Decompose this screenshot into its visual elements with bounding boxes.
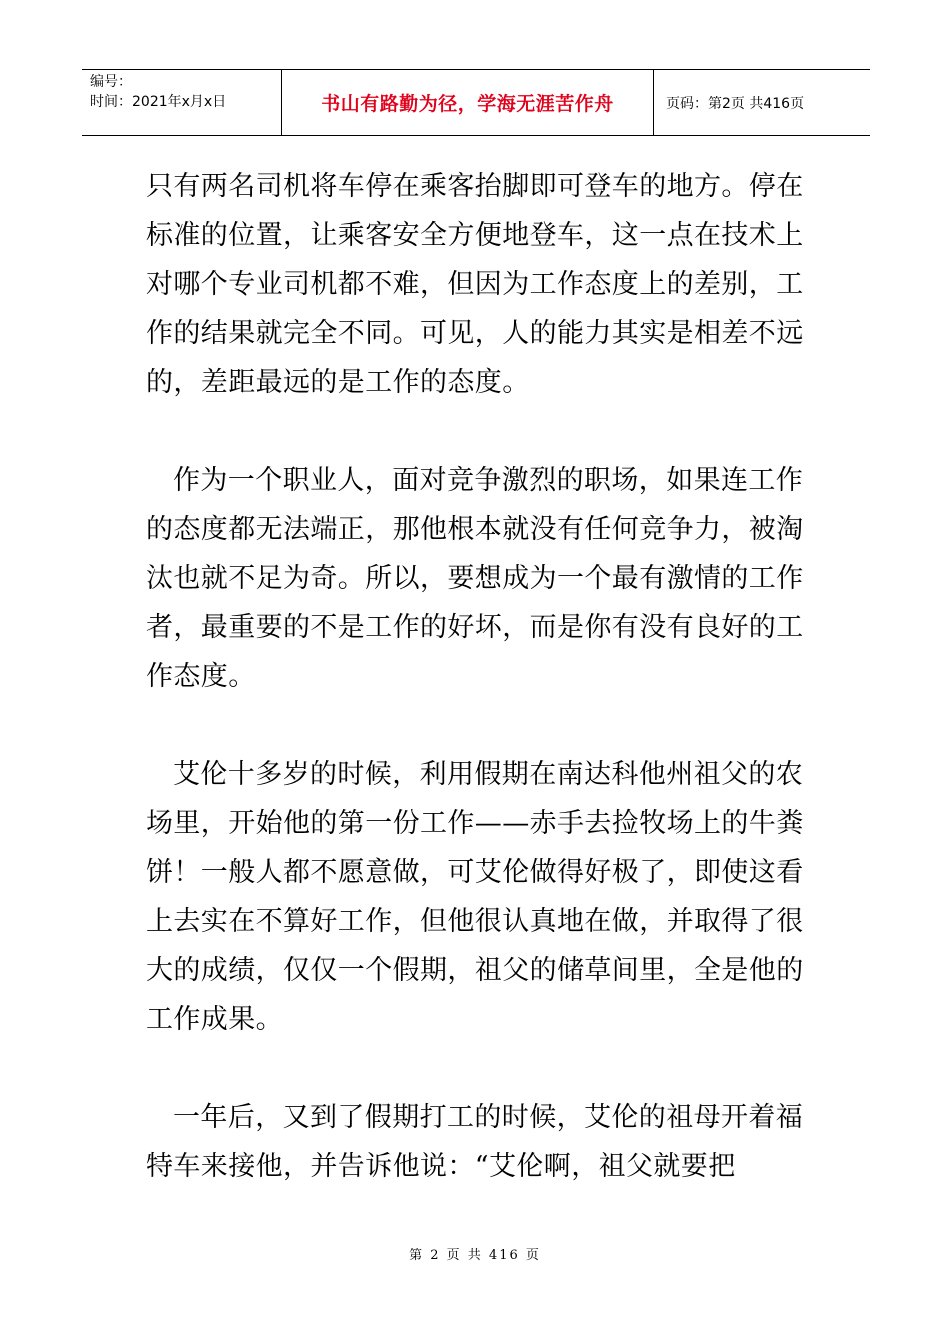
document-date-label: 时间：2021年x月x日 xyxy=(90,94,227,110)
page-header xyxy=(82,69,870,136)
paragraph: 作为一个职业人，面对竞争激烈的职场，如果连工作的态度都无法端正，那他根本就没有任何竞争力，被淘汰也就不足为奇。所以，要想成为一个最有激情的工作者，最重要的不是工作的好坏，而是你有没有良好的工作态度。 xyxy=(146,465,804,692)
header-meta xyxy=(82,70,282,135)
document-number-label: 编号： xyxy=(90,74,132,90)
header-motto: 书山有路勤为径，学海无涯苦作舟 xyxy=(282,70,654,135)
paragraph: 只有两名司机将车停在乘客抬脚即可登车的地方。停在标准的位置，让乘客安全方便地登车，这一点在技术上对哪个专业司机都不难，但因为工作态度上的差别，工作的结果就完全不同。可见，人的能力其实是相差不远的，差距最远的是工作的态度。 xyxy=(146,171,804,398)
paragraph: 艾伦十多岁的时候，利用假期在南达科他州祖父的农场里，开始他的第一份工作——赤手去捡牧场上的牛粪饼！一般人都不愿意做，可艾伦做得好极了，即使这看上去实在不算好工作，但他很认真地在做，并取得了很大的成绩，仅仅一个假期，祖父的储草间里，全是他的工作成果。 xyxy=(146,759,804,1035)
paragraph: 一年后，又到了假期打工的时候，艾伦的祖母开着福特车来接他，并告诉他说：“艾伦啊，祖父就要把 xyxy=(146,1102,804,1182)
document-body xyxy=(146,162,816,1240)
header-page-info: 页码：第2页 共416页 xyxy=(666,95,805,112)
page-footer: 第 2 页 共 416 页 xyxy=(409,1248,541,1263)
